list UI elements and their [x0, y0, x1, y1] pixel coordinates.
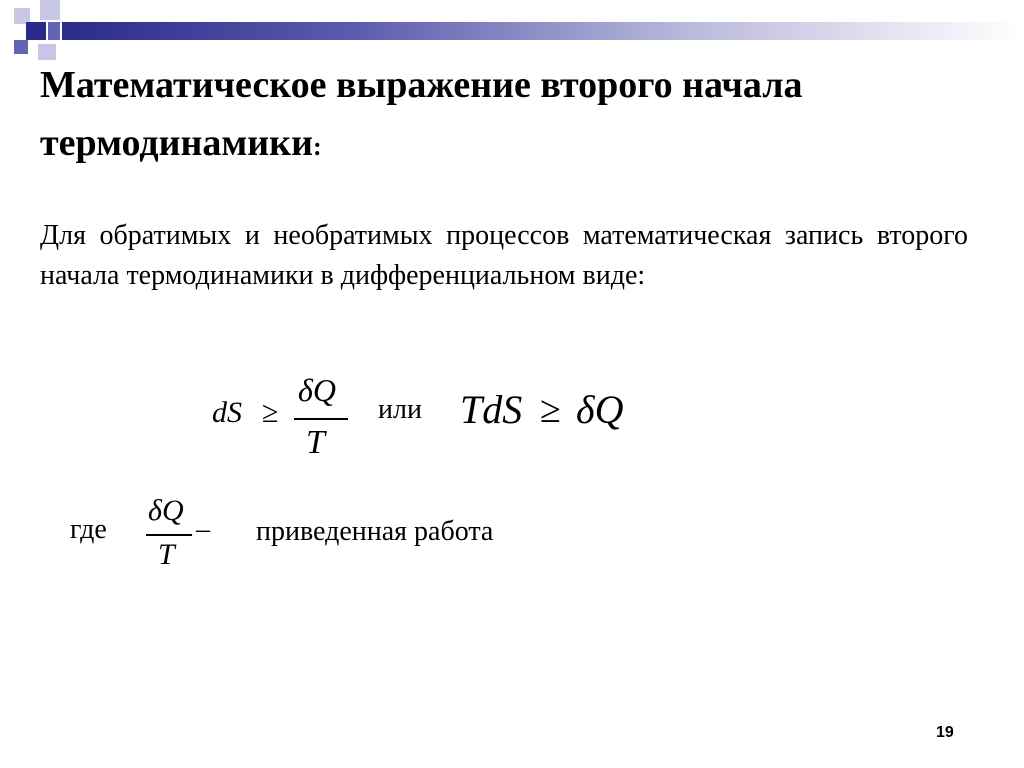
- formula2-relation: ≥: [540, 389, 561, 431]
- decor-square-4: [48, 22, 60, 40]
- decor-square-5: [14, 40, 28, 54]
- page-number: 19: [936, 724, 954, 741]
- formula1-denominator: T: [306, 424, 325, 461]
- connector-or: или: [378, 394, 422, 425]
- formula1-fraction-bar: [294, 418, 348, 420]
- definition-dash: –: [196, 514, 210, 545]
- formula1-lhs: dS: [212, 396, 242, 429]
- definition-meaning: приведенная работа: [256, 516, 494, 547]
- formula1-numerator: δQ: [298, 372, 336, 408]
- decor-square-2: [40, 0, 60, 20]
- definition-numerator: δQ: [148, 494, 184, 527]
- slide-title-colon: :: [312, 132, 322, 161]
- formula2-rhs: δQ: [576, 387, 624, 432]
- slide-title-text: Математическое выражение второго начала термодинамики: [40, 64, 803, 164]
- where-label: где: [70, 514, 107, 545]
- formula1-relation: ≥: [262, 396, 279, 429]
- formula2-lhs: TdS: [460, 387, 523, 432]
- decor-square-3: [26, 22, 46, 40]
- body-paragraph: Для обратимых и необратимых процессов математическая запись второго начала термодинамики в дифференциальном виде:: [40, 220, 968, 291]
- header-gradient-bar: [62, 22, 1024, 40]
- definition-denominator: T: [158, 538, 175, 571]
- definition-fraction-bar: [146, 534, 192, 536]
- slide-title: [40, 56, 990, 176]
